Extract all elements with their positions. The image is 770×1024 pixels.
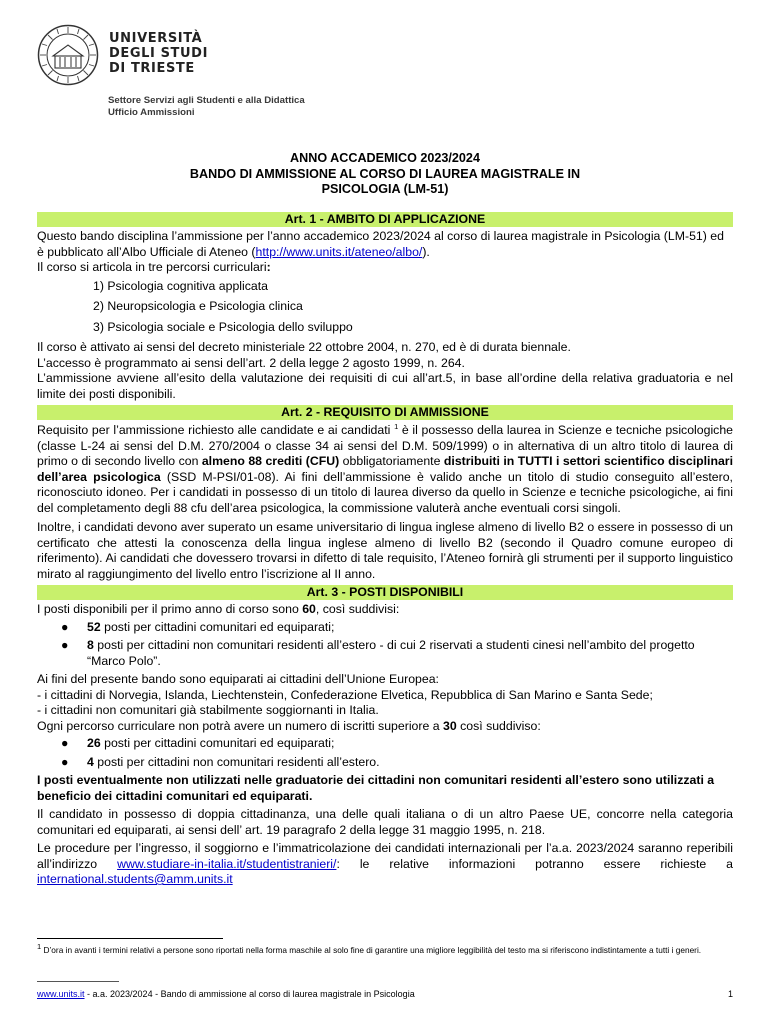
text: almeno 88 crediti (CFU) [201, 454, 340, 468]
text: 60 [302, 602, 316, 616]
article-1-paragraph: Il corso è attivato ai sensi del decreto ministeriale 22 ottobre 2004, n. 270, ed è di durata biennale. [37, 340, 571, 354]
text: : le relative informazioni potranno essere richieste a [336, 856, 733, 871]
footnote [37, 942, 733, 956]
text: Requisito per l’ammissione richiesto alle candidate e ai candidati [37, 423, 395, 437]
text: 52 [87, 619, 101, 634]
text: posti per cittadini non comunitari residenti all’estero - di cui 2 riservati a studenti cinesi nell’ambito del progetto “Marco Polo”. [87, 638, 695, 668]
article-3-paragraph [37, 602, 733, 618]
list-item [61, 619, 733, 636]
bullet-icon: ● [61, 754, 69, 769]
article-3-paragraph [37, 719, 733, 735]
text: Il corso si articola in tre percorsi curriculari [37, 260, 267, 274]
text: posti per cittadini comunitari ed equiparati; [100, 619, 335, 634]
text: 26 [87, 736, 101, 750]
title-line: ANNO ACCADEMICO 2023/2024 [290, 151, 480, 165]
office-name: Ufficio Ammissioni [108, 107, 195, 118]
footer-divider [37, 981, 119, 982]
list-item [61, 754, 733, 771]
text: obbligatoriamente [339, 454, 444, 468]
text: , così suddivisi: [315, 602, 400, 616]
article-2-paragraph: Inoltre, i candidati devono aver superato un esame universitario di lingua inglese almeno di livello B2 o essere in possesso di un certificato che attesti la conoscenza della lingua inglese almeno di livello B2 (secondo il Quadro comune europeo di riferimento). Ai candidati che dovessero trovarsi in difetto di tale requisito, l’Ateneo fornirà gli strumenti per il supporto linguistico mirato al raggiungimento del livello entro l’iscrizione al II anno. [37, 520, 733, 581]
text: ). [422, 244, 430, 259]
footnote-ref: 1 [394, 421, 399, 431]
article-1-heading: Art. 1 - AMBITO DI APPLICAZIONE [37, 212, 733, 227]
article-3-paragraph: Il candidato in possesso di doppia cittadinanza, una delle quali italiana o di un altro Paese UE, concorre nella categoria comunitari ed equiparati, ai sensi dell’ art. 19 paragrafo 2 della legge 31 maggio 1995, n. 218. [37, 807, 733, 837]
university-name-line: UNIVERSITÀ [109, 31, 203, 46]
footnote-divider [37, 938, 223, 939]
text: 8 [87, 638, 94, 652]
university-seal-icon [37, 24, 99, 86]
article-1-paragraph [37, 229, 733, 260]
list-item [61, 736, 733, 752]
article-1-paragraph: L’accesso è programmato ai sensi dell’art. 2 della legge 2 agosto 1999, n. 264. [37, 355, 465, 370]
units-website-link[interactable]: www.units.it [37, 989, 85, 999]
text: I posti eventualmente non utilizzati nelle graduatorie dei cittadini non comunitari residenti all’estero sono utilizzati a beneficio dei cittadini comunitari ed equiparati. [37, 773, 715, 803]
curricula-list [37, 279, 733, 336]
article-3-heading: Art. 3 - POSTI DISPONIBILI [37, 585, 733, 600]
text: è il possesso della laurea in Scienze e tecniche psicologiche (classe L-24 ai sensi del D.M. 270/2004 o classe 34 ai sensi del D.M. 509/1999) o in alternativa di un altro titolo di laurea di primo o di secondo livello con [37, 423, 734, 468]
office-sector: Settore Servizi agli Studenti e alla Didattica [108, 95, 305, 106]
article-3-paragraph: - i cittadini non comunitari già stabilmente soggiornanti in Italia. [37, 703, 379, 717]
bullet-icon: ● [61, 736, 69, 750]
article-3-bold-paragraph [37, 773, 733, 804]
article-2-heading: Art. 2 - REQUISITO DI AMMISSIONE [37, 405, 733, 420]
article-1-paragraph: L’ammissione avviene all’esito della valutazione dei requisiti di cui all’art.5, in base all’ordine della relativa graduatoria e nel limite dei posti disponibili. [37, 371, 733, 401]
article-1-paragraph [37, 260, 733, 276]
title-line: PSICOLOGIA (LM-51) [321, 182, 449, 196]
bullet-icon: ● [61, 619, 69, 634]
international-email-link[interactable]: international.students@amm.units.it [37, 872, 233, 886]
text: posti per cittadini non comunitari residenti all’estero. [93, 754, 380, 769]
footnote-text: D’ora in avanti i termini relativi a persone sono riportati nella forma maschile al solo fine di garantire una migliore leggibilità del testo ma si riferiscono indistintamente a tutti i generi. [41, 945, 702, 955]
text: 4 [87, 754, 94, 769]
text: posti per cittadini comunitari ed equiparati; [100, 736, 335, 750]
article-3-paragraph: - i cittadini di Norvegia, Islanda, Liechtenstein, Confederazione Elvetica, Repubblica di San Marino e Santa Sede; [37, 687, 653, 702]
title-line: BANDO DI AMMISSIONE AL CORSO DI LAUREA MAGISTRALE IN [189, 166, 581, 181]
seats-list [37, 620, 733, 670]
footnote-number: 1 [37, 942, 42, 952]
list-item: 1) Psicologia cognitiva applicata [93, 278, 268, 293]
text: distribuiti in TUTTI i settori scientifico disciplinari dell’area psicologica [37, 454, 734, 484]
university-name-line: DEGLI STUDI [109, 46, 209, 61]
page-footer [37, 989, 733, 1000]
office-header [108, 95, 305, 119]
university-name [109, 31, 309, 76]
text: (SSD M-PSI/01-08). Ai fini dell’ammissione è valido anche un titolo di studio conseguito all’estero, riconosciuto idoneo. Per i candidati in possesso di un titolo di laurea diverso da quello in Scienze e tecniche psicologiche, ai fini del completamento degli 88 cfu dell’area psicologica, la commissione valuterà anche eventuali corsi singoli. [37, 469, 733, 515]
document-body [37, 212, 733, 888]
text: Questo bando disciplina l’ammissione per l’anno accademico 2023/2024 al corso di laurea magistrale in Psicologia (LM-51) ed è pubblicato all’Albo Ufficiale di Ateneo ( [37, 229, 724, 259]
university-name-line: DI TRIESTE [109, 61, 195, 76]
curriculum-seats-list [37, 736, 733, 770]
text: Ogni percorso curriculare non potrà avere un numero di iscritti superiore a [37, 718, 443, 733]
article-3-paragraph: Ai fini del presente bando sono equiparati ai cittadini dell’Unione Europea: [37, 672, 439, 686]
list-item: 3) Psicologia sociale e Psicologia dello sviluppo [93, 319, 353, 334]
footer-text: - a.a. 2023/2024 - Bando di ammissione al corso di laurea magistrale in Psicologia [84, 989, 415, 999]
text: 30 [443, 718, 457, 733]
document-title [37, 151, 733, 198]
list-item: 2) Neuropsicologia e Psicologia clinica [93, 299, 303, 313]
article-3-paragraph [37, 841, 733, 888]
text: così suddiviso: [456, 718, 541, 733]
list-item [61, 638, 733, 669]
bullet-icon: ● [61, 638, 69, 652]
text: : [266, 260, 271, 274]
article-2-paragraph [37, 423, 733, 516]
page-number: 1 [727, 989, 733, 999]
text: I posti disponibili per il primo anno di corso sono [37, 602, 303, 616]
text: Le procedure per l’ingresso, il soggiorno e l’immatricolazione dei candidati internazionali per l’a.a. 2023/2024 saranno reperibili all’indirizzo [37, 841, 733, 871]
studiare-in-italia-link[interactable]: www.studiare-in-italia.it/studentistranieri/ [117, 856, 337, 871]
albo-link[interactable]: http://www.units.it/ateneo/albo/ [255, 244, 423, 259]
